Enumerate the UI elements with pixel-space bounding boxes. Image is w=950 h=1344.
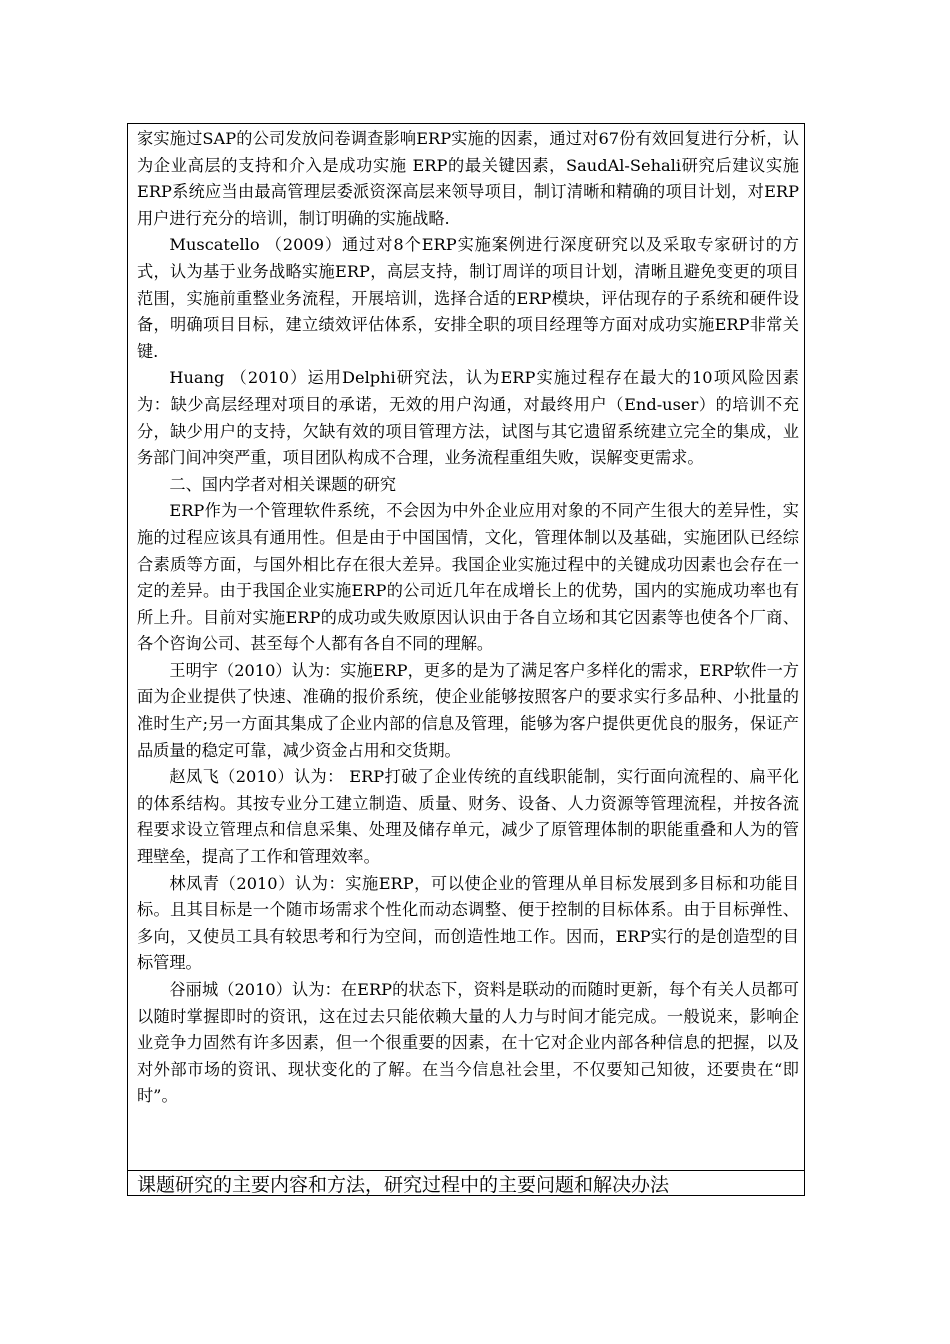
section-heading: 课题研究的主要内容和方法，研究过程中的主要问题和解决办法: [137, 1174, 670, 1196]
paragraph-lin-fengqing: 林凤青（2010）认为：实施ERP，可以使企业的管理从单目标发展到多目标和功能目标。且其目标是一个随市场需求个性化而动态调整、便于控制的目标体系。由于目标弹性、多向，又使员工具有较思考和行为空间，而创造性地工作。因而，ERP实行的是创造型的目标管理。: [137, 873, 799, 973]
paragraph-zhao-fengfei: 赵凤飞（2010）认为： ERP打破了企业传统的直线职能制，实行面向流程的、扁平化的体系结构。其按专业分工建立制造、质量、财务、设备、人力资源等管理流程，并按各流程要求设立管理点和信息采集、处理及储存单元，减少了原管理体制的职能重叠和人为的管理壁垒，提高了工作和管理效率。: [137, 767, 799, 867]
subheading-domestic-research: 二、国内学者对相关课题的研究: [169, 474, 397, 494]
table-row-divider: [128, 1170, 804, 1171]
literature-review-text: [137, 126, 799, 1110]
paragraph-huang: Huang （2010）运用Delphi研究法，认为ERP实施过程存在最大的10项风险因素为：缺少高层经理对项目的承诺，无效的用户沟通，对最终用户（End-user）的培训不充分，缺少用户的支持，欠缺有效的项目管理方法，试图与其它遗留系统建立完全的集成，业务部门间冲突严重，项目团队构成不合理，业务流程重组失败，误解变更需求。: [137, 368, 799, 468]
table-frame: [127, 123, 805, 1196]
paragraph-wang-mingyu: 王明宇（2010）认为：实施ERP，更多的是为了满足客户多样化的需求，ERP软件一方面为企业提供了快速、准确的报价系统，使企业能够按照客户的要求实行多品种、小批量的准时生产;另一方面其集成了企业内部的信息及管理，能够为客户提供更优良的服务，保证产品质量的稳定可靠，减少资金占用和交货期。: [137, 660, 799, 760]
paragraph-sap-survey: 家实施过SAP的公司发放问卷调查影响ERP实施的因素，通过对67份有效回复进行分析，认为企业高层的支持和介入是成功实施 ERP的最关键因素，SaudAl-Sehali研究后建议实施ERP系统应当由最高管理层委派资深高层来领导项目，制订清晰和精确的项目计划，对ERP用户进行充分的培训，制订明确的实施战略.: [137, 129, 799, 228]
paragraph-erp-general: ERP作为一个管理软件系统，不会因为中外企业应用对象的不同产生很大的差异性，实施的过程应该具有通用性。但是由于中国国情，文化，管理体制以及基础，实施团队已经综合素质等方面，与国外相比存在很大差异。我国企业实施过程中的关键成功因素也会存在一定的差异。由于我国企业实施ERP的公司近几年在成增长上的优势，国内的实施成功率也有所上升。目前对实施ERP的成功或失败原因认识由于各自立场和其它因素等也使各个厂商、各个咨询公司、甚至每个人都有各自不同的理解。: [137, 501, 799, 654]
paragraph-gu-licheng: 谷丽城（2010）认为：在ERP的状态下，资料是联动的而随时更新，每个有关人员都可以随时掌握即时的资讯，这在过去只能依赖大量的人力与时间才能完成。一般说来，影响企业竞争力固然有许多因素，但一个很重要的因素，在十它对企业内部各种信息的把握，以及对外部市场的资讯、现状变化的了解。在当今信息社会里，不仅要知己知彼，还要贵在“即时”。: [137, 980, 799, 1106]
paragraph-muscatello: Muscatello （2009）通过对8个ERP实施案例进行深度研究以及采取专家研讨的方式，认为基于业务战略实施ERP，高层支持，制订周详的项目计划，清晰且避免变更的项目范围，实施前重整业务流程，开展培训，选择合适的ERP模块，评估现存的子系统和硬件设备，明确项目目标，建立绩效评估体系，安排全职的项目经理等方面对成功实施ERP非常关键.: [137, 235, 799, 361]
